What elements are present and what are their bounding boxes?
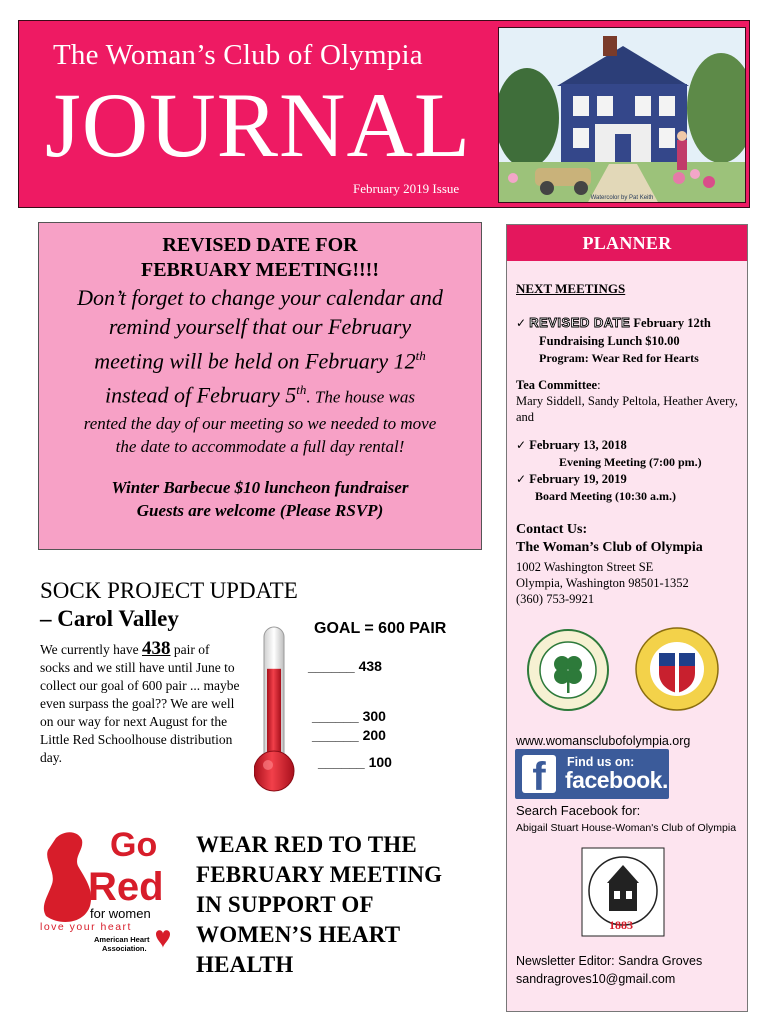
aha-text: Association.: [102, 944, 147, 953]
planner-sidebar: [506, 224, 748, 1012]
tea-names: Mary Siddell, Sandy Peltola, Heather Avery, and: [516, 394, 738, 424]
thermometer-mark: ______ 438: [308, 658, 382, 674]
address-line: 1002 Washington Street SE: [516, 560, 654, 574]
house-painting-icon: [499, 28, 746, 203]
meeting-entry: [516, 315, 711, 331]
website-link[interactable]: www.womansclubofolympia.org: [516, 734, 691, 748]
notice-text: instead of February 5: [104, 382, 297, 408]
checkmark-icon: ✓: [516, 316, 527, 330]
sock-text: We currently have: [40, 642, 142, 657]
thermometer-mark: ______ 200: [312, 727, 386, 743]
newsletter-editor: Newsletter Editor: Sandra Groves: [516, 954, 703, 968]
house-watercolor-image: [498, 27, 746, 203]
go-red-logo: [38, 820, 178, 960]
contact-org: The Woman’s Club of Olympia: [516, 540, 703, 555]
fundraiser-line: Guests are welcome (Please RSVP): [136, 500, 384, 520]
seal-year: 1883: [609, 918, 633, 932]
facebook-wordmark: facebook.: [565, 767, 668, 793]
thermometer-mark: ______ 100: [318, 754, 392, 770]
facebook-f-icon: f: [522, 755, 556, 793]
next-meetings-heading: NEXT MEETINGS: [516, 281, 626, 296]
phone: (360) 753-9921: [516, 592, 595, 606]
wear-red-line: WEAR RED TO THE: [196, 832, 417, 857]
notice-title-line: REVISED DATE FOR: [162, 234, 358, 256]
wear-red-line: HEALTH: [196, 952, 294, 977]
love-heart-text: love your heart: [40, 921, 132, 933]
search-facebook-label: Search Facebook for:: [516, 803, 641, 818]
sock-count: 438: [142, 638, 171, 659]
wear-red-line: FEBRUARY MEETING: [196, 862, 443, 887]
sock-title: SOCK PROJECT UPDATE: [40, 578, 298, 603]
ordinal-suffix: th: [415, 348, 426, 363]
meeting-detail: Board Meeting (10:30 a.m.): [535, 489, 676, 503]
facebook-find-text: Find us on:: [567, 755, 635, 769]
editor-email[interactable]: sandragroves10@gmail.com: [516, 972, 676, 986]
wear-red-line: IN SUPPORT OF: [196, 892, 374, 917]
notice-text: meeting will be held on February 12: [94, 348, 416, 374]
sock-text: pair of socks and we still have until June to collect our goal of 600 pair ... maybe even surpass the goal?? We are well on our way for next August for the Little Red Schoolhouse distribution day.: [40, 642, 240, 765]
notice-line: [39, 375, 481, 411]
meeting-detail: Evening Meeting (7:00 pm.): [559, 455, 702, 469]
address-line: Olympia, Washington 98501-1352: [516, 576, 689, 590]
sock-goal: GOAL = 600 PAIR: [314, 620, 447, 637]
revised-date-label: REVISED DATE: [529, 315, 631, 330]
meeting-date: February 13, 2018: [529, 438, 627, 452]
contact-heading: Contact Us:: [516, 522, 588, 537]
notice-text-small: . The house was: [306, 387, 415, 407]
heart-icon: [156, 930, 170, 948]
notice-line: remind yourself that our February: [108, 314, 412, 339]
aha-text: American Heart: [94, 935, 150, 944]
meeting-entry: [516, 471, 627, 487]
issue-date: February 2019 Issue: [353, 181, 460, 196]
revised-date-notice: [38, 222, 482, 550]
meeting-date: February 19, 2019: [529, 472, 627, 486]
fundraiser-line: Winter Barbecue $10 luncheon fundraiser: [111, 477, 409, 497]
painting-credit: Watercolor by Pat Keith: [590, 195, 654, 201]
tea-label: Tea Committee: [516, 378, 598, 392]
meeting-detail: Program: Wear Red for Hearts: [539, 351, 699, 365]
meeting-entry: [516, 437, 627, 453]
go-red-dress-icon: [38, 820, 178, 960]
masthead: [18, 20, 750, 208]
for-women-text: for women: [90, 906, 151, 921]
ordinal-suffix: th: [296, 382, 307, 398]
search-facebook-name: Abigail Stuart House-Woman's Club of Olympia: [516, 822, 737, 834]
thermometer: [254, 625, 314, 795]
journal-title: JOURNAL: [45, 74, 472, 176]
red-text: Red: [88, 865, 164, 909]
gfwc-seal-icon: [635, 627, 719, 711]
tea-committee: [516, 377, 740, 393]
meeting-detail: Fundraising Lunch $10.00: [539, 334, 680, 348]
checkmark-icon: ✓: [516, 438, 527, 452]
club-1883-seal-icon: [581, 847, 665, 937]
checkmark-icon: ✓: [516, 472, 527, 486]
thermometer-mark: ______ 300: [312, 708, 386, 724]
sock-author: – Carol Valley: [40, 606, 179, 631]
tea-colon: :: [597, 378, 601, 392]
thermometer-icon: [254, 625, 314, 795]
notice-line: Don’t forget to change your calendar and: [77, 285, 443, 310]
wear-red-message: [196, 830, 486, 980]
notice-line: rented the day of our meeting so we needed to move: [83, 413, 437, 433]
wear-red-line: WOMEN’S HEART: [196, 922, 401, 947]
facebook-badge[interactable]: [515, 749, 669, 799]
federation-seal-icon: [527, 629, 609, 711]
notice-line: [39, 341, 481, 375]
sock-body-text: [40, 640, 240, 767]
planner-heading: PLANNER: [507, 225, 747, 261]
meeting-date: February 12th: [630, 316, 711, 330]
notice-title-line: FEBRUARY MEETING!!!!: [141, 259, 379, 281]
go-text: Go: [110, 826, 158, 864]
club-name: The Woman’s Club of Olympia: [53, 39, 423, 71]
notice-line: the date to accommodate a full day rental!: [115, 436, 405, 456]
